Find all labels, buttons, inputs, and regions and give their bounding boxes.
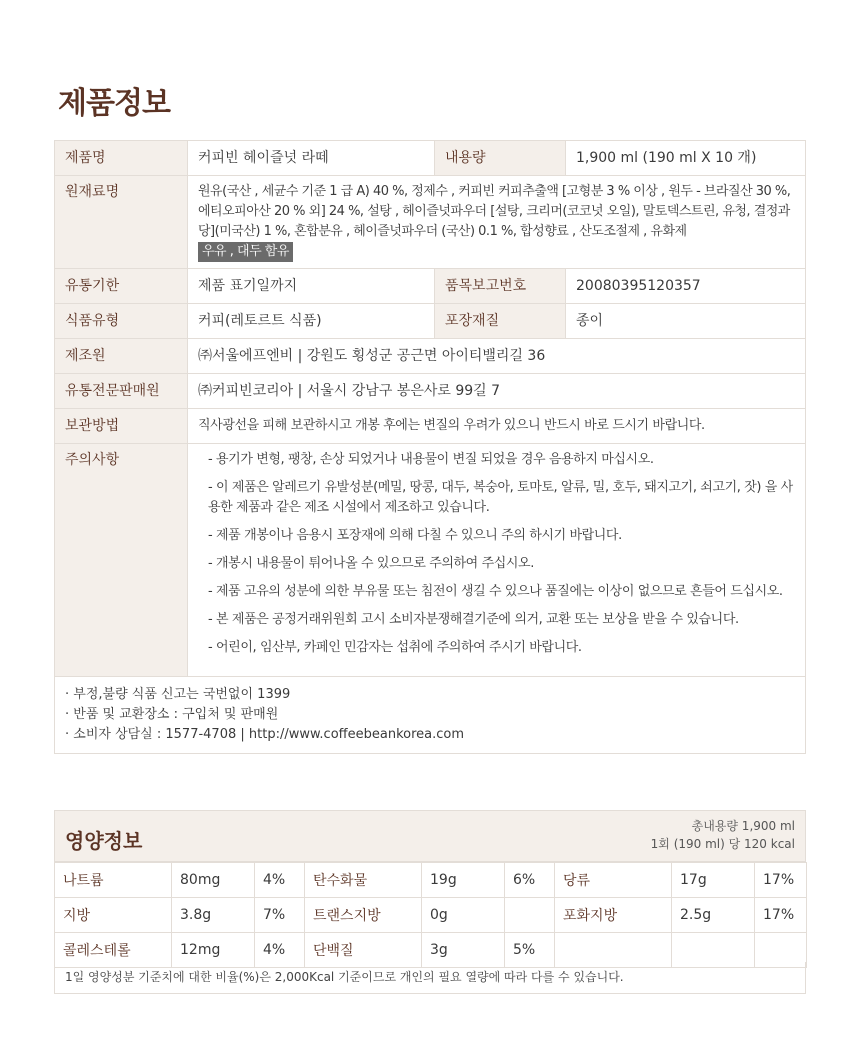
nutrient-name: 단백질 <box>305 933 422 968</box>
table-row <box>55 898 807 933</box>
table-row <box>55 339 806 374</box>
nutrient-amount: 3g <box>422 933 505 968</box>
storage-label: 보관방법 <box>55 409 188 444</box>
nutrient-percent: 4% <box>255 863 305 898</box>
per-serving: 1회 (190 ml) 당 120 kcal <box>650 837 795 851</box>
report-number: 20080395120357 <box>566 269 806 304</box>
list-item: - 어린이, 임산부, 카페인 민감자는 섭취에 주의하여 주시기 바랍니다. <box>208 640 582 655</box>
ingredients-cell <box>188 176 806 269</box>
nutrient-name: 콜레스테롤 <box>55 933 172 968</box>
nutrition-footnote: 1일 영양성분 기준치에 대한 비율(%)은 2,000Kcal 기준이므로 개인의 필요 열량에 따라 다를 수 있습니다. <box>54 962 806 994</box>
ingredients-label: 원재료명 <box>55 176 188 269</box>
nutrient-amount: 3.8g <box>172 898 255 933</box>
total-volume: 총내용량 1,900 ml <box>691 819 795 833</box>
nutrient-name: 트랜스지방 <box>305 898 422 933</box>
nutrient-percent: 6% <box>505 863 555 898</box>
nutrient-percent: 7% <box>255 898 305 933</box>
table-row <box>55 863 807 898</box>
food-type: 커피(레토르트 식품) <box>188 304 435 339</box>
expiry-label: 유통기한 <box>55 269 188 304</box>
nutrition-totals <box>651 817 795 853</box>
nutrition-header <box>54 810 806 862</box>
nutrient-amount: 17g <box>672 863 755 898</box>
list-item: - 제품 개봉이나 음용시 포장재에 의해 다칠 수 있으니 주의 하시기 바랍니다. <box>208 528 622 543</box>
product-volume: 1,900 ml (190 ml X 10 개) <box>566 141 806 176</box>
product-info-table <box>54 140 806 754</box>
report-hotline-note: · 부정,불량 식품 신고는 국번없이 1399 <box>65 687 291 702</box>
storage-method: 직사광선을 피해 보관하시고 개봉 후에는 변질의 우려가 있으니 반드시 바로 드시기 바랍니다. <box>188 409 806 444</box>
nutrient-amount: 19g <box>422 863 505 898</box>
nutrient-amount: 0g <box>422 898 505 933</box>
nutrition-table <box>54 862 807 968</box>
list-item: - 본 제품은 공정거래위원회 고시 소비자분쟁해결기준에 의거, 교환 또는 보상을 받을 수 있습니다. <box>208 612 739 627</box>
distributor-label: 유통전문판매원 <box>55 374 188 409</box>
report-label: 품목보고번호 <box>435 269 566 304</box>
nutrient-percent: 5% <box>505 933 555 968</box>
product-name: 커피빈 헤이즐넛 라떼 <box>188 141 435 176</box>
table-row <box>55 269 806 304</box>
manufacturer: ㈜서울에프엔비 | 강원도 횡성군 공근면 아이티밸리길 36 <box>188 339 806 374</box>
table-row <box>55 141 806 176</box>
nutrition-title: 영양정보 <box>65 829 143 853</box>
nutrient-amount: 80mg <box>172 863 255 898</box>
table-row <box>55 304 806 339</box>
table-row <box>55 444 806 677</box>
nutrient-percent: 4% <box>255 933 305 968</box>
manufacturer-label: 제조원 <box>55 339 188 374</box>
nutrient-name: 당류 <box>555 863 672 898</box>
volume-label: 내용량 <box>435 141 566 176</box>
name-label: 제품명 <box>55 141 188 176</box>
caution-list <box>198 444 795 676</box>
table-row <box>55 677 806 754</box>
nutrient-percent: 17% <box>755 898 807 933</box>
table-row <box>55 374 806 409</box>
nutrient-amount: 2.5g <box>672 898 755 933</box>
list-item: - 개봉시 내용물이 튀어나올 수 있으므로 주의하여 주십시오. <box>208 556 534 571</box>
package-label: 포장재질 <box>435 304 566 339</box>
food-type-label: 식품유형 <box>55 304 188 339</box>
nutrient-name: 포화지방 <box>555 898 672 933</box>
customer-service-note: · 소비자 상담실 : 1577-4708 | http://www.coffeebeankorea.com <box>65 727 465 742</box>
list-item: - 용기가 변형, 팽창, 손상 되었거나 내용물이 변질 되었을 경우 음용하지 마십시오. <box>208 452 654 467</box>
allergen-badge: 우유 , 대두 함유 <box>198 242 293 262</box>
nutrient-amount: 12mg <box>172 933 255 968</box>
nutrient-percent: 17% <box>755 863 807 898</box>
nutrient-percent <box>505 898 555 933</box>
notes-cell <box>55 677 806 754</box>
table-row <box>55 409 806 444</box>
package-material: 종이 <box>566 304 806 339</box>
distributor: ㈜커피빈코리아 | 서울시 강남구 봉은사로 99길 7 <box>188 374 806 409</box>
ingredients-text: 원유(국산 , 세균수 기준 1 급 A) 40 %, 정제수 , 커피빈 커피추출액 [고형분 3 % 이상 , 원두 - 브라질산 30 %, 에티오피아산 20 % 외] 24 %, 설탕 , 헤이즐넛파우더 [설탕, 크리머(코코넛 오일), 말토덱스트린, 유청, 결정과당](미국산) 1 %, 혼합분유 , 헤이즐넛파우더 (국산) 0.1 %, 합성향료 , 산도조절제 , 유화제 <box>198 184 791 239</box>
page-title: 제품정보 <box>58 86 170 121</box>
nutrient-name: 지방 <box>55 898 172 933</box>
nutrient-name: 탄수화물 <box>305 863 422 898</box>
table-row <box>55 176 806 269</box>
list-item: - 이 제품은 알레르기 유발성분(메밀, 땅콩, 대두, 복숭아, 토마토, 알류, 밀, 호두, 돼지고기, 쇠고기, 잣) 을 사용한 제품과 같은 제조 시설에서 제조하고 있습니다. <box>208 480 793 515</box>
return-place-note: · 반품 및 교환장소 : 구입처 및 판매원 <box>65 707 279 722</box>
list-item: - 제품 고유의 성분에 의한 부유물 또는 침전이 생길 수 있으나 품질에는 이상이 없으므로 흔들어 드십시오. <box>208 584 783 599</box>
caution-label: 주의사항 <box>55 444 188 677</box>
nutrient-name: 나트륨 <box>55 863 172 898</box>
caution-cell <box>188 444 806 677</box>
expiry-value: 제품 표기일까지 <box>188 269 435 304</box>
